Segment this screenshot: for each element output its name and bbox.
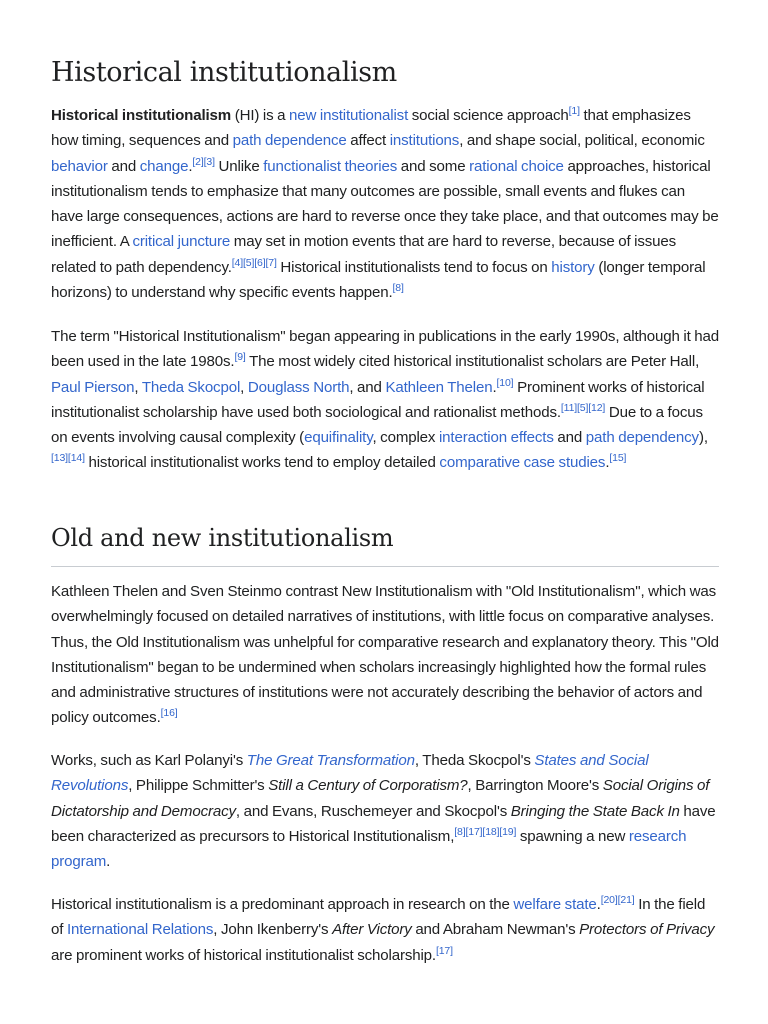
link-research-program[interactable]: research program <box>51 827 687 871</box>
text: (longer temporal horizons) to understand why specific events happen. <box>51 258 706 302</box>
link-international-relations[interactable]: International Relations <box>66 921 214 939</box>
text: In the field of <box>51 896 706 939</box>
text: and <box>107 157 140 175</box>
text: . <box>596 896 601 913</box>
text: Prominent works of historical institutionalist scholarship have used both sociological and rationalist methods. <box>51 378 705 421</box>
text: Due to a focus on events involving causal complexity ( <box>51 403 703 447</box>
bold-term: Historical institutionalism <box>51 107 232 124</box>
welfare-paragraph <box>51 892 719 968</box>
text: and some <box>397 157 470 175</box>
text: that emphasizes how timing, sequences and <box>51 107 691 150</box>
link-history[interactable]: history <box>551 258 595 276</box>
link-equifinality[interactable]: equifinality <box>304 429 373 447</box>
link-behavior[interactable]: behavior <box>51 157 108 175</box>
text: , <box>134 378 142 396</box>
text: spawning a new <box>516 827 629 845</box>
text: , John Ikenberry's <box>213 921 333 939</box>
link-states-and-social-revolutions[interactable]: States and Social Revolutions <box>51 752 649 795</box>
term-paragraph <box>51 324 719 476</box>
link-comparative-case-studies[interactable]: comparative case studies <box>439 454 606 472</box>
citation-1[interactable]: [1] <box>568 105 580 117</box>
text: and Abraham Newman's <box>411 921 580 939</box>
link-kathleen-thelen[interactable]: Kathleen Thelen <box>385 378 493 396</box>
link-rational-choice[interactable]: rational choice <box>469 157 564 175</box>
text: Historical institutionalists tend to focus on <box>276 258 552 276</box>
text: The most widely cited historical institutionalist scholars are Peter Hall, <box>245 353 700 371</box>
citation-5[interactable]: [5] <box>243 256 255 269</box>
citation-8[interactable]: [8] <box>392 282 404 295</box>
text: , Barrington Moore's <box>467 777 603 795</box>
text: have been characterized as precursors to Historical Institutionalism, <box>51 802 716 845</box>
text: , and shape social, political, economic <box>459 132 705 150</box>
citation-5[interactable]: [5] <box>577 401 589 414</box>
citation-12[interactable]: [12] <box>588 401 606 414</box>
link-great-transformation[interactable]: The Great Transformation <box>246 752 415 769</box>
citation-17[interactable]: [17] <box>465 825 483 838</box>
link-path-dependency[interactable]: path dependency <box>585 429 699 447</box>
link-paul-pierson[interactable]: Paul Pierson <box>51 378 135 396</box>
text: Kathleen Thelen and Sven Steinmo contrast New Institutionalism with "Old Institutionalism", which was overwhelmingly focused on detailed narratives of institutions, with little focus on comparative analyses. Thus, the Old Institutionalism was unhelpful for comparative research and explanatory theory. This "Old Institutionalism" began to be undermined when scholars increasingly highlighted how the formal rules and administrative structures of institutions were not accurately describing the behavior of actors and policy outcomes. <box>51 583 719 727</box>
text: , and Evans, Ruschemeyer and Skocpol's <box>235 802 511 820</box>
text: , and <box>349 378 386 396</box>
link-douglass-north[interactable]: Douglass North <box>247 378 350 396</box>
text: are prominent works of historical institutionalist scholarship. <box>51 946 436 964</box>
text: approaches, historical institutionalism tends to emphasize that many outcomes are possible, small events and flukes can have large consequences, actions are hard to reverse once they take place, and that outcomes may be inefficient. A <box>51 157 719 251</box>
citation-7[interactable]: [7] <box>265 256 277 269</box>
text: (HI) is a <box>231 107 290 124</box>
citation-18[interactable]: [18] <box>482 825 500 838</box>
citation-11[interactable]: [11] <box>560 401 578 414</box>
citation-14[interactable]: [14] <box>67 452 85 465</box>
link-functionalist-theories[interactable]: functionalist theories <box>263 157 398 175</box>
citation-6[interactable]: [6] <box>254 256 266 269</box>
citation-21[interactable]: [21] <box>617 894 635 906</box>
citation-13[interactable]: [13] <box>51 452 68 465</box>
text: ), <box>698 429 708 447</box>
text: Works, such as Karl Polanyi's <box>51 752 247 769</box>
citation-2[interactable]: [2] <box>192 155 204 168</box>
citation-8[interactable]: [8] <box>454 825 466 838</box>
citation-4[interactable]: [4] <box>231 256 244 269</box>
citation-9[interactable]: [9] <box>234 351 246 364</box>
text: social science approach <box>408 107 569 124</box>
citation-10[interactable]: [10] <box>496 376 514 389</box>
link-interaction-effects[interactable]: interaction effects <box>438 429 554 447</box>
text: , Philippe Schmitter's <box>128 777 269 795</box>
text: , <box>240 378 248 396</box>
text: . <box>188 157 193 175</box>
text: and <box>553 429 586 447</box>
citation-3[interactable]: [3] <box>203 155 215 168</box>
text: , complex <box>372 429 439 447</box>
link-critical-juncture[interactable]: critical juncture <box>132 233 231 251</box>
text: Historical institutionalism is a predominant approach in research on the <box>51 896 514 913</box>
text: historical institutionalist works tend to employ detailed <box>84 454 440 472</box>
link-change[interactable]: change <box>139 157 189 175</box>
link-path-dependence[interactable]: path dependence <box>232 132 347 150</box>
text: affect <box>346 132 390 150</box>
intro-paragraph <box>51 103 719 305</box>
book-title: Bringing the State Back In <box>510 802 680 820</box>
section-heading: Old and new institutionalism <box>51 524 394 552</box>
text: . <box>605 454 610 472</box>
text: Unlike <box>214 157 264 175</box>
citation-17[interactable]: [17] <box>435 944 453 957</box>
page-title: Historical institutionalism <box>51 57 397 88</box>
citation-19[interactable]: [19] <box>499 825 517 838</box>
book-title: Protectors of Privacy <box>579 921 715 939</box>
section-divider <box>51 566 719 567</box>
text: . <box>106 853 111 871</box>
text: , Theda Skocpol's <box>414 752 535 769</box>
link-welfare-state[interactable]: welfare state <box>513 896 597 913</box>
book-title: Social Origins of Dictatorship and Democracy <box>51 777 710 820</box>
link-new-institutionalist[interactable]: new institutionalist <box>289 107 409 124</box>
text: . <box>492 378 497 396</box>
old-new-paragraph <box>51 579 719 731</box>
link-theda-skocpol[interactable]: Theda Skocpol <box>141 378 241 396</box>
book-title: Still a Century of Corporatism? <box>268 777 468 795</box>
text: may set in motion events that are hard to reverse, because of issues related to path dependency. <box>51 233 677 276</box>
text: The term "Historical Institutionalism" began appearing in publications in the early 1990s, although it had been used in the late 1980s. <box>51 328 719 371</box>
works-paragraph <box>51 748 719 874</box>
link-institutions[interactable]: institutions <box>389 132 460 150</box>
book-title: After Victory <box>332 921 412 939</box>
citation-16[interactable]: [16] <box>160 707 178 720</box>
citation-20[interactable]: [20] <box>600 894 618 906</box>
citation-15[interactable]: [15] <box>609 452 627 465</box>
